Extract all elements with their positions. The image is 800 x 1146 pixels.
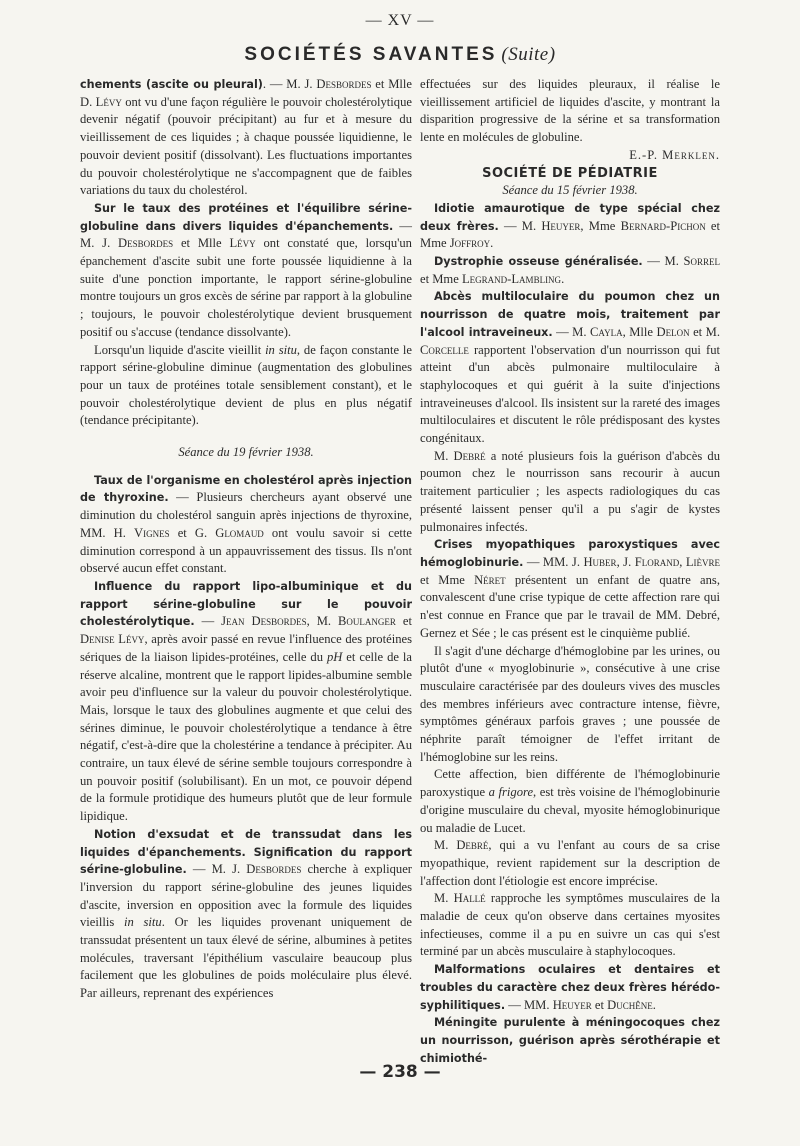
item-heading: Notion d'exsudat et de transsudat dans les liquides d'épanchements. Signification du rapport sérine-globuline. xyxy=(80,827,412,877)
italic-text: pH xyxy=(326,649,343,664)
text: cherche à expliquer l'inversion du rapport sérine-globuline des jeunes liquides d'ascite, inversion en opposition avec la formule des liquides vieillis xyxy=(80,862,412,930)
text: , J. xyxy=(616,554,635,569)
text: , Mlle xyxy=(622,324,657,339)
author: Bernard-Pichon xyxy=(620,218,706,233)
running-title xyxy=(0,44,800,66)
text: et G. xyxy=(169,525,216,540)
left-column xyxy=(80,76,412,1003)
author: Legrand-Lambling xyxy=(461,271,562,286)
text: , de façon constante le rapport sérine-globuline diminue (augmentation des globulines pour un taux de protéines totale sensiblement constant), et le pouvoir cholestérolytique devient de plus en plus négatif (tendance précipitante). xyxy=(80,342,412,428)
text: et xyxy=(395,614,412,629)
text: Cette affection, bien différente de l'hémoglobinurie paroxystique xyxy=(420,767,720,800)
paragraph xyxy=(420,253,720,288)
italic-text: in situ xyxy=(265,342,297,357)
item-heading: Influence du rapport lipo-albuminique et du rapport sérine-globuline sur le pouvoir cholestérolytique. xyxy=(80,579,412,629)
italic-text: in situ xyxy=(124,915,162,930)
paragraph xyxy=(80,826,412,1003)
section-suite: (Suite) xyxy=(501,44,556,65)
paragraph xyxy=(80,342,412,431)
section-title: SOCIÉTÉS SAVANTES xyxy=(244,44,498,65)
author: Sorrel xyxy=(683,254,720,269)
author: Hallé xyxy=(453,891,486,906)
text: rapportent l'observation d'un nourrisson qui fut atteint d'un abcès pulmonaire multiloculaire à staphylocoques et qui guérit à la suite d'injections intraveineuses d'alcool. Ils insistent sur la rareté des images multiloculaires et discutent le rôle prédisposant des kystes congénitaux. xyxy=(420,342,720,446)
paragraph xyxy=(80,578,412,826)
text: , après avoir passé en revue l'influence des protéines sériques de la liaison lipides-protéines, celle du xyxy=(80,632,412,664)
text: — xyxy=(194,614,222,629)
author: Lévy xyxy=(95,94,122,109)
author: Cayla xyxy=(590,324,623,339)
item-heading: Dystrophie osseuse généralisée. xyxy=(434,255,643,269)
text: et M. xyxy=(689,324,720,339)
item-heading: Crises myopathiques paroxystiques avec hémoglobinurie. xyxy=(420,538,720,569)
item-heading: Taux de l'organisme en cholestérol après injection de thyroxine. xyxy=(80,473,412,505)
text: — Plusieurs chercheurs ayant observé une diminution du cholestérol sanguin après injections de thyroxine, MM. H. xyxy=(80,490,413,540)
text: M. xyxy=(434,891,454,906)
top-page-number: — XV — xyxy=(365,12,435,29)
item-heading: Abcès multiloculaire du poumon chez un nourrisson de quatre mois, traitement par l'alcool intraveineux. xyxy=(420,290,720,339)
paragraph: effectuées sur des liquides pleuraux, il réalise le vieillissement artificiel de liquides d'ascite, y montrant la disparition progressive de la sérine et sa transformation lente en molécules de globuline. xyxy=(420,77,720,145)
text: présentent un enfant de quatre ans, convalescent d'une crise typique de cette affection rare qui n'est connue en France que par le travail de MM. Debré, Gernez et Sée ; le cas présent est le cinquième publié. xyxy=(420,572,720,640)
signature: E.-P. Merklen. xyxy=(629,147,720,162)
text: , M. xyxy=(306,614,339,629)
text: ont vu d'une façon régulière le pouvoir cholestérolytique devenir négatif (pouvoir précipitant) au fur et à mesure du vieillissement de ces liquides ; à chaque poussée liquidienne, le pouvoir devient positif (dissolvant). Les fluctuations importantes du pouvoir cholestérolytique ne s'accompagnent que de faibles variations du taux du cholestérol. xyxy=(80,94,412,198)
text: — MM. xyxy=(505,997,553,1012)
text: — M. xyxy=(552,324,591,339)
author: Vignes xyxy=(133,525,170,540)
paragraph xyxy=(420,766,720,837)
author: Lièvre xyxy=(685,554,721,569)
paragraph xyxy=(420,288,720,447)
author: Florand xyxy=(634,554,680,569)
paragraph xyxy=(420,200,720,253)
author: Delon xyxy=(656,324,690,339)
text: — M. J. xyxy=(186,862,247,877)
text: — M. J. xyxy=(80,218,412,251)
paragraph: Il s'agit d'une décharge d'hémoglobine par les urines, ou plutôt d'une « myoglobinurie », consécutive à une crise musculaire caractérisée par des douleurs vives des muscles des membres inférieurs avec contracture intense, fièvre, symptômes généraux parfois graves ; une poussée de néphrite paraît témoigner de l'effet irritant de l'hémoglobine sur les reins. xyxy=(420,643,720,764)
text: , est très voisine de l'hémoglobinurie d'origine musculaire du cheval, myosite hémoglobinurique ou maladie de Lucet. xyxy=(420,785,721,835)
author: Debré xyxy=(456,838,489,853)
text: — M. xyxy=(498,218,542,233)
item-heading: chements (ascite ou pleural) xyxy=(80,78,263,91)
author: Boulanger xyxy=(338,614,396,629)
author: Denise Lévy xyxy=(80,632,145,647)
text: , xyxy=(679,554,686,569)
text: M. xyxy=(434,838,457,853)
paragraph xyxy=(420,961,720,1014)
author: Joffroy xyxy=(449,236,491,251)
author: Huber xyxy=(583,554,617,569)
item-heading: Idiotie amaurotique de type spécial chez deux frères. xyxy=(420,201,720,233)
text: Lorsqu'un liquide d'ascite vieillit xyxy=(94,342,266,357)
text: et celle de la réserve alcaline, montrent que le rapport lipides-albumine semble avoir peu d'influence sur la valeur du pouvoir cholestérolytique. Mais, lorsque le taux des globulines augmente et que celui des sérines diminue, le pouvoir cholestérolytique a tendance à être négatif, c'est-à-dire que la cholestérine a tendance à précipiter. Au contraire, un taux élevé de sérine semble toujours correspondre à un pouvoir positif (solubilisant). En un mot, ce pouvoir dépend de la formule protidique des humeurs plutôt que de leur formule lipidique. xyxy=(80,649,412,824)
text: a noté plusieurs fois la guérison d'abcès du poumon chez le nourrisson sans recourir à aucun traitement particulier ; les aspects radiologiques du cas présenté laissent penser qu'il a pu s'agir de kystes pulmonaires infectés. xyxy=(420,448,720,534)
paragraph xyxy=(420,890,720,961)
text: , Mme xyxy=(580,218,621,233)
paragraph xyxy=(80,76,412,200)
text: . xyxy=(490,236,494,251)
text: et Mme xyxy=(420,218,721,251)
text: — M. xyxy=(642,254,684,269)
item-heading: Malformations oculaires et dentaires et troubles du caractère chez deux frères hérédo-syphilitiques. xyxy=(420,963,720,1012)
italic-text: a frigore xyxy=(488,785,534,800)
seance-date: Séance du 15 février 1938. xyxy=(502,183,638,198)
text: , qui a vu l'enfant au cours de sa crise myopathique, revient rapidement sur la description de l'affection dont l'étiologie est encore imprécise. xyxy=(420,838,721,888)
item-heading: Méningite purulente à méningocoques chez un nourrisson, guérison après sérothérapie et chimiothé- xyxy=(420,1016,720,1065)
author: Jean Desbordes xyxy=(221,614,307,629)
item-heading: Sur le taux des protéines et l'équilibre sérine-globuline dans divers liquides d'épanchements. xyxy=(80,201,412,233)
text: . — M. J. xyxy=(262,77,317,91)
author: Heuyer xyxy=(552,997,592,1012)
text: . xyxy=(652,997,656,1012)
author: Heuyer xyxy=(541,218,581,233)
text: et Mme xyxy=(420,572,475,587)
author: Desbordes xyxy=(246,862,302,877)
paragraph xyxy=(420,536,720,642)
author: Corcelle xyxy=(420,342,469,357)
text: rapproche les symptômes musculaires de la maladie de ceux qu'on observe dans certaines myosites infectieuses, comme il a pu en suivre un cas qui s'est terminé par un abcès musculaire à staphylocoques. xyxy=(420,891,720,959)
author: Debré xyxy=(453,448,486,463)
page-number: — 238 — xyxy=(359,1062,441,1082)
text: et Mlle xyxy=(173,236,230,251)
author: Néret xyxy=(474,572,506,587)
text: et Mme xyxy=(420,271,462,286)
text: et xyxy=(591,997,608,1012)
seance-date: Séance du 19 février 1938. xyxy=(178,445,314,460)
author: Desbordes xyxy=(118,236,174,251)
text: . Or les liquides provenant uniquement de transsudat présentent un taux élevé de sérine, albumines à petites molécules, traversant l'épithélium vasculaire beaucoup plus facilement que les globulines de poids moléculaire plus élevé. Par ailleurs, reprenant des expériences xyxy=(80,915,413,1001)
author: Duchêne xyxy=(607,997,653,1012)
author: Lévy xyxy=(229,236,256,251)
text: — MM. J. xyxy=(523,554,584,569)
paragraph xyxy=(420,1014,720,1067)
author: Glomaud xyxy=(215,525,264,540)
text: M. xyxy=(434,448,454,463)
paragraph xyxy=(420,837,720,890)
paragraph xyxy=(80,200,412,342)
society-title: SOCIÉTÉ DE PÉDIATRIE xyxy=(482,165,658,181)
text: et Mlle D. xyxy=(80,77,412,109)
paragraph xyxy=(420,448,720,537)
right-column xyxy=(420,76,720,1067)
paragraph xyxy=(80,472,412,578)
text: ont voulu savoir si cette diminution correspond à un appauvrissement des tissus. Ils n'ont observé aucun effet constant. xyxy=(80,525,413,576)
text: ont constaté que, lorsqu'un épanchement d'ascite subit une forte poussée liquidienne à la suite d'une ponction importante, le rapport sérine-globuline montre toujours un gros excès de sérine par rapport à la globuline ; toujours, le pouvoir cholestérolytique devient brusquement positif ou s'accuse (tendance dissolvante). xyxy=(80,236,412,339)
author: Desbordes xyxy=(316,77,372,91)
text: . xyxy=(561,271,565,286)
